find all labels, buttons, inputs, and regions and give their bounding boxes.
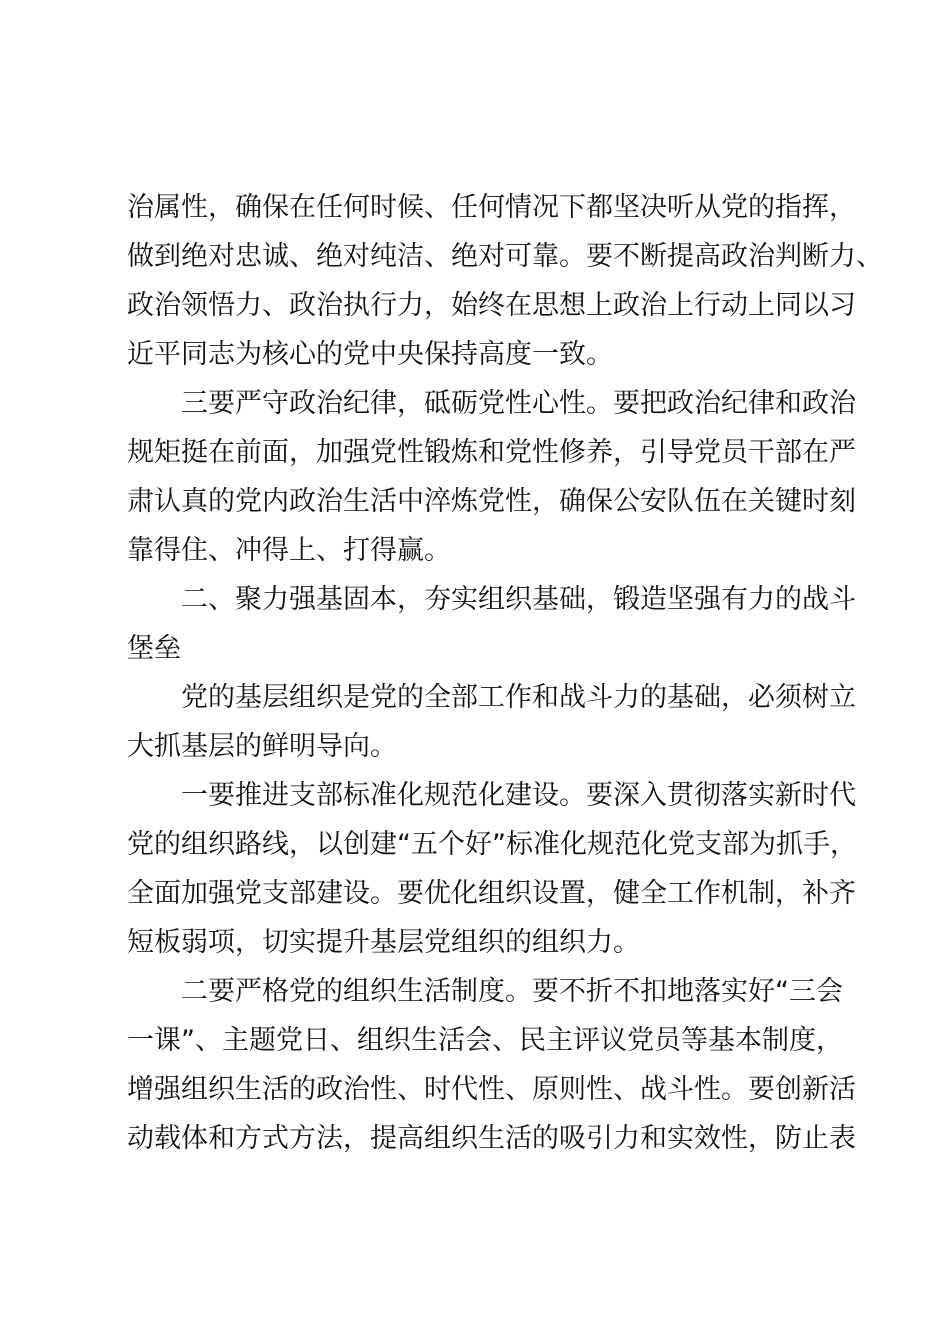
section-heading-line: 堡垒 bbox=[127, 633, 181, 664]
text-line: 治属性，确保在任何时候、任何情况下都坚决听从党的指挥， bbox=[127, 192, 856, 223]
text-line: 肃认真的党内政治生活中淬炼党性，确保公安队伍在关键时刻 bbox=[127, 486, 856, 517]
text-line: 一课”、主题党日、组织生活会、民主评议党员等基本制度， bbox=[127, 1025, 843, 1056]
paragraph-first-line: 二要严格党的组织生活制度。要不折不扣地落实好“三会 bbox=[181, 976, 843, 1007]
section-heading-line: 二、聚力强基固本，夯实组织基础，锻造坚强有力的战斗 bbox=[181, 584, 856, 615]
text-line: 政治领悟力、政治执行力，始终在思想上政治上行动上同以习 bbox=[127, 290, 856, 321]
text-line: 党的组织路线，以创建“五个好”标准化规范化党支部为抓手， bbox=[127, 829, 857, 860]
text-line: 靠得住、冲得上、打得赢。 bbox=[127, 535, 451, 566]
text-line: 动载体和方式方法，提高组织生活的吸引力和实效性，防止表 bbox=[127, 1123, 856, 1154]
text-line: 大抓基层的鲜明导向。 bbox=[127, 731, 397, 762]
text-line: 做到绝对忠诚、绝对纯洁、绝对可靠。要不断提高政治判断力、 bbox=[127, 241, 883, 272]
document-body bbox=[127, 183, 883, 1163]
text-line: 全面加强党支部建设。要优化组织设置，健全工作机制，补齐 bbox=[127, 878, 856, 909]
text-line: 增强组织生活的政治性、时代性、原则性、战斗性。要创新活 bbox=[127, 1074, 856, 1105]
text-line: 规矩挺在前面，加强党性锻炼和党性修养，引导党员干部在严 bbox=[127, 437, 856, 468]
paragraph-first-line: 三要严守政治纪律，砥砺党性心性。要把政治纪律和政治 bbox=[181, 388, 856, 419]
text-line: 短板弱项，切实提升基层党组织的组织力。 bbox=[127, 927, 640, 958]
paragraph-first-line: 党的基层组织是党的全部工作和战斗力的基础，必须树立 bbox=[181, 682, 856, 713]
paragraph-first-line: 一要推进支部标准化规范化建设。要深入贯彻落实新时代 bbox=[181, 780, 856, 811]
text-line: 近平同志为核心的党中央保持高度一致。 bbox=[127, 339, 613, 370]
